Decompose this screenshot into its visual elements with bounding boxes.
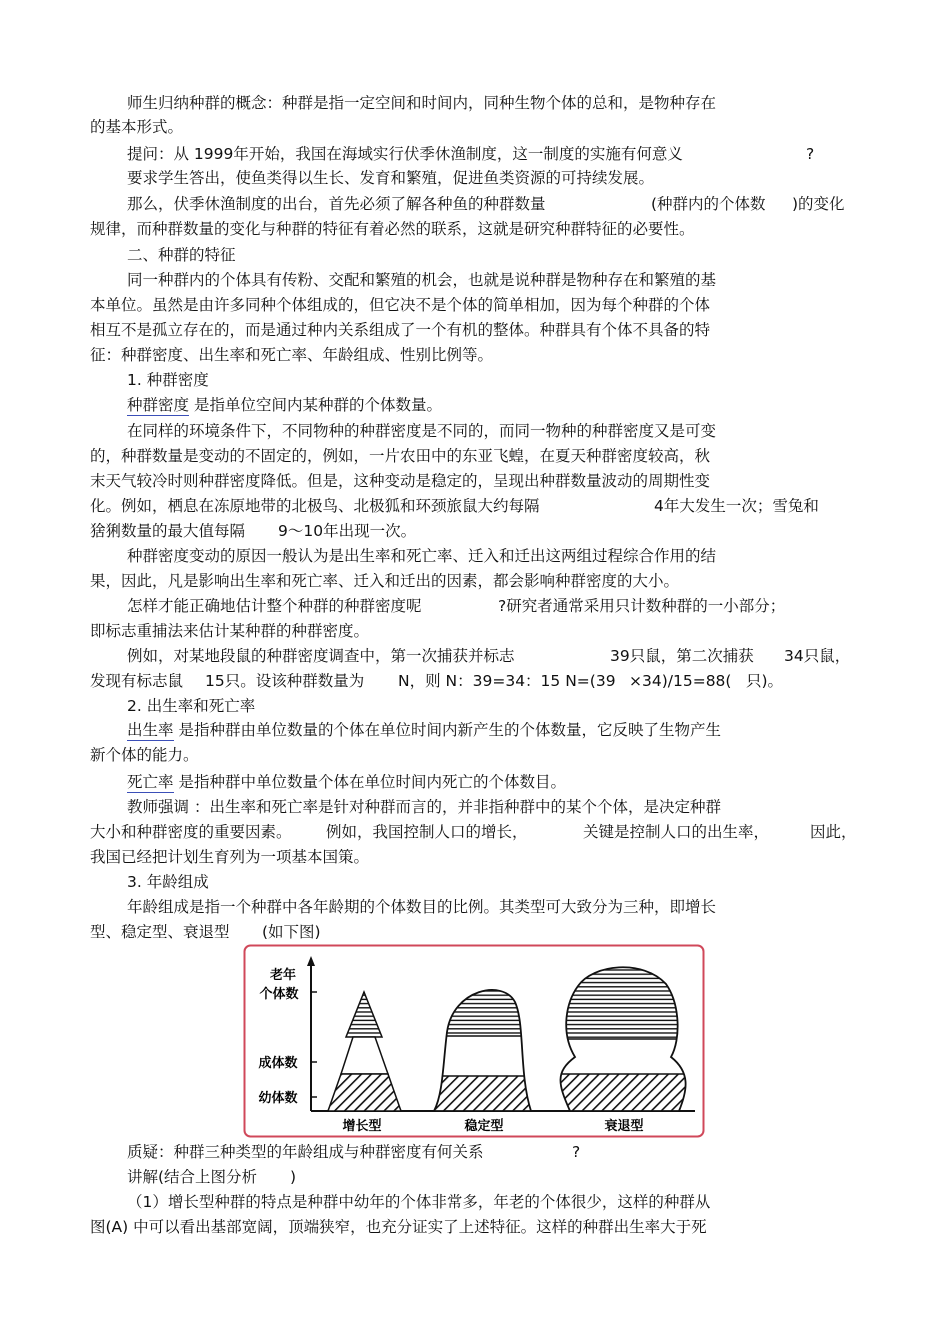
y-label-old-1: 老年	[269, 968, 297, 983]
label-declining-type: 衰退型	[604, 1119, 644, 1134]
y-label-adult: 成体数	[258, 1056, 298, 1071]
age-structure-figure	[243, 944, 705, 1138]
definition-text: 是指种群中单位数量个体在单位时间内死亡的个体数目。	[178, 773, 566, 791]
text-line: 讲解(结合上图分析	[127, 1168, 258, 1186]
section-heading: 二、种群的特征	[127, 246, 236, 264]
text-line: 的基本形式。	[90, 118, 184, 136]
text-line: 新个体的能力。	[90, 746, 199, 764]
text-line	[127, 797, 721, 817]
text-line: （1）增长型种群的特点是种群中幼年的个体非常多，年老的个体很少，这样的种群从	[127, 1193, 711, 1211]
text-line: 相互不是孤立存在的，而是通过种内关系组成了一个有机的整体。种群具有个体不具备的特	[90, 321, 711, 339]
text-line: (如下图)	[262, 923, 321, 941]
text-line: 种群密度变动的原因一般认为是出生率和死亡率、迁入和迁出这两组过程综合作用的结	[127, 547, 717, 565]
text-line: 例如，对某地段鼠的种群密度调查中，第一次捕获并标志	[127, 647, 515, 665]
text-line: 发现有标志鼠	[90, 672, 184, 690]
text-line: 9～10年出现一次。	[278, 522, 417, 540]
text-line: 只)。	[746, 672, 784, 690]
text-line: 提问：从 1999年开始，我国在海域实行伏季休渔制度，这一制度的实施有何意义	[127, 145, 683, 163]
text-line: 那么，伏季休渔制度的出台，首先必须了解各种鱼的种群数量	[127, 195, 546, 213]
text-line: 型、稳定型、衰退型	[90, 923, 230, 941]
y-label-young: 幼体数	[258, 1091, 298, 1106]
text-line: 在同样的环境条件下，不同物种的种群密度是不同的，而同一物种的种群密度又是可变	[127, 422, 717, 440]
text-line: ?研究者通常采用只计数种群的一小部分；	[498, 597, 786, 615]
text-line: 即标志重捕法来估计某种群的种群密度。	[90, 622, 370, 640]
text-line: 要求学生答出，使鱼类得以生长、发育和繁殖，促进鱼类资源的可持续发展。	[127, 169, 655, 187]
text-line: 化。例如，栖息在冻原地带的北极鸟、北极狐和环颈旅鼠大约每隔	[90, 497, 540, 515]
text-line: 39只鼠，第二次捕获	[610, 647, 754, 665]
text-line: )	[290, 1168, 297, 1186]
subsection-heading: 1. 种群密度	[127, 371, 209, 389]
text-line: 我国已经把计划生育列为一项基本国策。	[90, 848, 370, 866]
text-line: ?	[572, 1143, 581, 1161]
definition-line	[127, 395, 442, 415]
text-line: 末天气较冷时则种群密度降低。但是，这种变动是稳定的，呈现出种群数量波动的周期性变	[90, 472, 711, 490]
definition-text: 是指种群由单位数量的个体在单位时间内新产生的个体数量，它反映了生物产生	[178, 721, 721, 739]
text-line: 34只鼠，	[784, 647, 851, 665]
subsection-heading: 2. 出生率和死亡率	[127, 697, 256, 715]
definition-line	[127, 720, 721, 740]
text-line: 的，种群数量是变动的不固定的，例如，一片农田中的东亚飞蝗，在夏天种群密度较高，秋	[90, 447, 711, 465]
defined-term: 种群密度	[127, 396, 190, 414]
text-line: 征：种群密度、出生率和死亡率、年龄组成、性别比例等。	[90, 346, 494, 364]
text-line: 图(A) 中可以看出基部宽阔，顶端狭窄，也充分证实了上述特征。这样的种群出生率大于死	[90, 1218, 707, 1236]
text-line: 规律，而种群数量的变化与种群的特征有着必然的联系，这就是研究种群特征的必要性。	[90, 220, 695, 238]
text-line: 年龄组成是指一个种群中各年龄期的个体数目的比例。其类型可大致分为三种，即增长	[127, 898, 717, 916]
definition-line	[127, 772, 566, 792]
text-line: 因此，	[810, 823, 857, 841]
definition-text: 是指单位空间内某种群的个体数量。	[193, 396, 442, 414]
defined-term: 出生率	[127, 721, 174, 739]
text-line: 大小和种群密度的重要因素。	[90, 823, 292, 841]
text-line: (种群内的个体数	[651, 195, 766, 213]
text-line: 本单位。虽然是由许多同种个体组成的，但它决不是个体的简单相加，因为每个种群的个体	[90, 296, 711, 314]
text-line: 同一种群内的个体具有传粉、交配和繁殖的机会，也就是说种群是物种存在和繁殖的基	[127, 271, 717, 289]
text-line: )的变化	[792, 195, 845, 213]
text-line: N，则 N：39=34：15 N=(39	[398, 672, 616, 690]
text-line: 4年大发生一次；雪兔和	[654, 497, 819, 515]
y-label-old-2: 个体数	[259, 987, 299, 1002]
text-line: 师生归纳种群的概念：种群是指一定空间和时间内，同种生物个体的总和，是物种存在	[127, 94, 717, 112]
text-line: 例如，我国控制人口的增长，	[326, 823, 528, 841]
text-line: 15只。设该种群数量为	[205, 672, 365, 690]
text-span: ：出生率和死亡率是针对种群而言的，并非指种群中的某个个体，是决定种群	[193, 798, 721, 816]
label-growth-type: 增长型	[342, 1119, 382, 1134]
text-line: 怎样才能正确地估计整个种群的种群密度呢	[127, 597, 422, 615]
text-line: 关键是控制人口的出生率，	[583, 823, 770, 841]
subsection-heading: 3. 年龄组成	[127, 873, 209, 891]
text-line: 猞猁数量的最大值每隔	[90, 522, 246, 540]
label-stable-type: 稳定型	[464, 1119, 504, 1134]
emphasis-label: 教师强调	[127, 798, 190, 816]
text-line: ?	[806, 145, 815, 163]
text-line: 质疑：种群三种类型的年龄组成与种群密度有何关系	[127, 1143, 484, 1161]
text-line: 果，因此，凡是影响出生率和死亡率、迁入和迁出的因素，都会影响种群密度的大小。	[90, 572, 680, 590]
text-line: ×34)/15=88(	[629, 672, 732, 690]
defined-term: 死亡率	[127, 773, 174, 791]
